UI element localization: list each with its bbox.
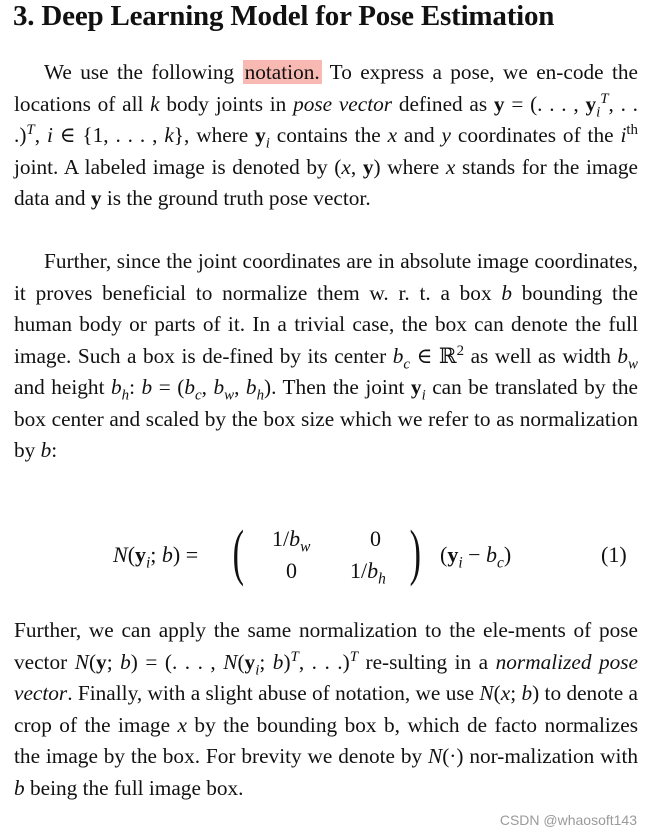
text-run: Further, we can apply the same normalization to the ele-ments of pose vector [14,618,638,674]
math-sup: th [626,121,638,138]
text-run: is the ground truth pose vector. [101,186,371,210]
section-heading [13,0,554,33]
equation-rhs [440,542,512,572]
math-sub: i [458,554,463,572]
math-var: b [40,438,52,462]
text-run: , . . .) [298,649,350,674]
text-run: can be translated by the box center and scaled by the box size which we refer to as normalization by [14,375,639,462]
text-run: , [34,123,47,147]
math-sub: c [403,355,411,372]
emphasis: normalized pose vector [14,649,638,705]
math-sub: w [628,355,638,372]
math-var: b [486,542,498,567]
text-run: ) = (. . . , [130,649,224,674]
paragraph-normalized-pose-vector [14,615,638,804]
emphasis: pose vector [293,91,393,116]
text-run: . Finally, with a slight abuse of notation, we use [67,681,480,705]
math-bold: y [90,186,102,210]
text-run: , [234,375,246,399]
text-run: ∈ ℝ [410,343,457,368]
math-sub: w [300,538,311,556]
math-var: b [272,649,284,674]
text-run: and height [14,375,111,399]
text-run: , [201,375,214,399]
text-run: ( [493,681,501,705]
text-run: ( [127,542,136,567]
math-var: x [341,154,351,179]
math-bold: y [410,375,422,399]
text-run: , . . .) [14,91,639,147]
math-sup: T [290,648,299,665]
text-run: defined as [392,91,494,116]
math-sub: i [255,661,260,678]
math-var: N [428,744,443,768]
math-sub: h [378,570,386,588]
highlighted-word: notation. [244,60,320,84]
text-run: (·) nor-malization with [442,744,639,768]
text-run: ( [88,649,97,674]
math-var: i [46,123,53,147]
text-run: as well as width [464,343,618,368]
math-bold: y [447,542,459,567]
text-run: joint. A labeled image is denoted by ( [14,154,342,179]
math-var: N [74,649,89,674]
math-sup: T [349,648,358,665]
text-run: body joints in [159,91,294,116]
text-run: being the full image box. [24,775,244,800]
math-bold: y [255,123,266,147]
text-run: = (. . . , [504,91,586,116]
text-run: To express a pose, we en-code the locations of all [14,60,638,116]
text-run: ( [237,649,245,674]
text-run: 1/ [350,558,368,583]
math-bold: y [96,649,107,674]
text-run: ; [259,649,273,674]
text-run: We use the following [44,60,243,84]
math-bold: y [362,154,374,179]
math-bold: y [493,91,505,116]
text-run: coordinates of the [451,123,621,147]
text-run: = ( [152,375,185,399]
text-run: ) [283,649,291,674]
math-var: b [501,280,513,305]
text-run: : [129,375,142,399]
text-run: stands for the image data and [14,154,638,210]
math-bold: y [135,542,147,567]
matrix-cell-21: 0 [286,558,297,583]
text-run: : [51,438,58,462]
math-sub: c [497,554,504,572]
text-run: − [462,542,487,567]
text-run: ) where [373,154,446,179]
math-sub: h [121,387,130,404]
equation-1 [0,520,651,595]
math-var: b [161,542,173,567]
text-run: bounding the human body or parts of it. In a trivial case, the box can denote the full image. Such a box is de-fined by its center [14,280,638,368]
text-run: ) [503,542,512,567]
math-var: b [289,526,301,551]
matrix-left-paren: ( [232,519,245,587]
math-var: b [184,375,195,399]
math-sub: i [265,135,270,152]
math-var: x [387,123,398,147]
text-run: Further, since the joint coordinates are in absolute image coordinates, it proves beneficial to normalize them w. r. t. a box [14,249,638,305]
math-var: N [479,681,494,705]
text-run: }, where [173,123,256,147]
math-var: x [445,154,456,179]
math-var: b [617,343,629,368]
text-run: ). Then the joint [264,375,411,399]
text-run: ; [510,681,522,705]
math-var: b [213,375,225,399]
text-run: by the bounding box b, which de facto normalizes the image by the box. For brevity we denote by [14,712,638,768]
text-run: , [350,154,363,179]
math-var: x [177,712,187,737]
math-var: b [141,375,153,399]
text-run: re-sulting in a [358,649,496,674]
math-sup: T [26,121,35,138]
text-run: 1/ [272,526,290,551]
math-sup: T [600,90,609,107]
math-var: b [111,375,122,399]
math-sub: c [194,387,202,404]
text-run: ) = [172,542,199,567]
matrix-cell-22 [350,558,386,588]
text-run: ; [106,649,121,674]
math-var: b [367,558,379,583]
math-sub: h [256,387,265,404]
math-var: b [14,775,25,800]
math-var: b [245,375,257,399]
matrix-right-paren: ) [409,519,422,587]
section-title: Deep Learning Model for Pose Estimation [41,0,555,32]
math-var: b [521,681,533,705]
math-sup: 2 [456,342,465,359]
math-var: N [113,542,128,567]
math-sub: i [596,103,601,120]
math-sub: i [146,554,151,572]
text-run: contains the [269,123,388,147]
matrix-cell-11 [272,526,311,556]
text-run: ( [440,542,448,567]
math-sub: w [224,387,235,404]
matrix-cell-12: 0 [370,526,381,551]
section-number: 3. [13,0,35,32]
text-run: ) to denote a crop of the image [14,681,638,737]
watermark: CSDN @whaosoft143 [499,812,637,828]
math-var: b [392,343,404,368]
math-var: k [150,91,160,116]
text-run: ; [150,542,162,567]
paragraph-notation [14,57,638,215]
text-run: and [397,123,442,147]
math-sub: i [421,387,426,404]
equation-number: (1) [601,542,627,567]
equation-lhs [113,542,199,572]
math-var: k [164,123,174,147]
math-var: x [500,681,511,705]
math-var: y [441,123,451,147]
math-var: i [620,123,627,147]
text-run: ∈ {1, . . . , [52,123,165,147]
paragraph-normalization [14,246,638,467]
math-bold: y [585,91,597,116]
math-bold: y [244,649,256,674]
math-var: b [120,649,131,674]
math-var: N [223,649,238,674]
